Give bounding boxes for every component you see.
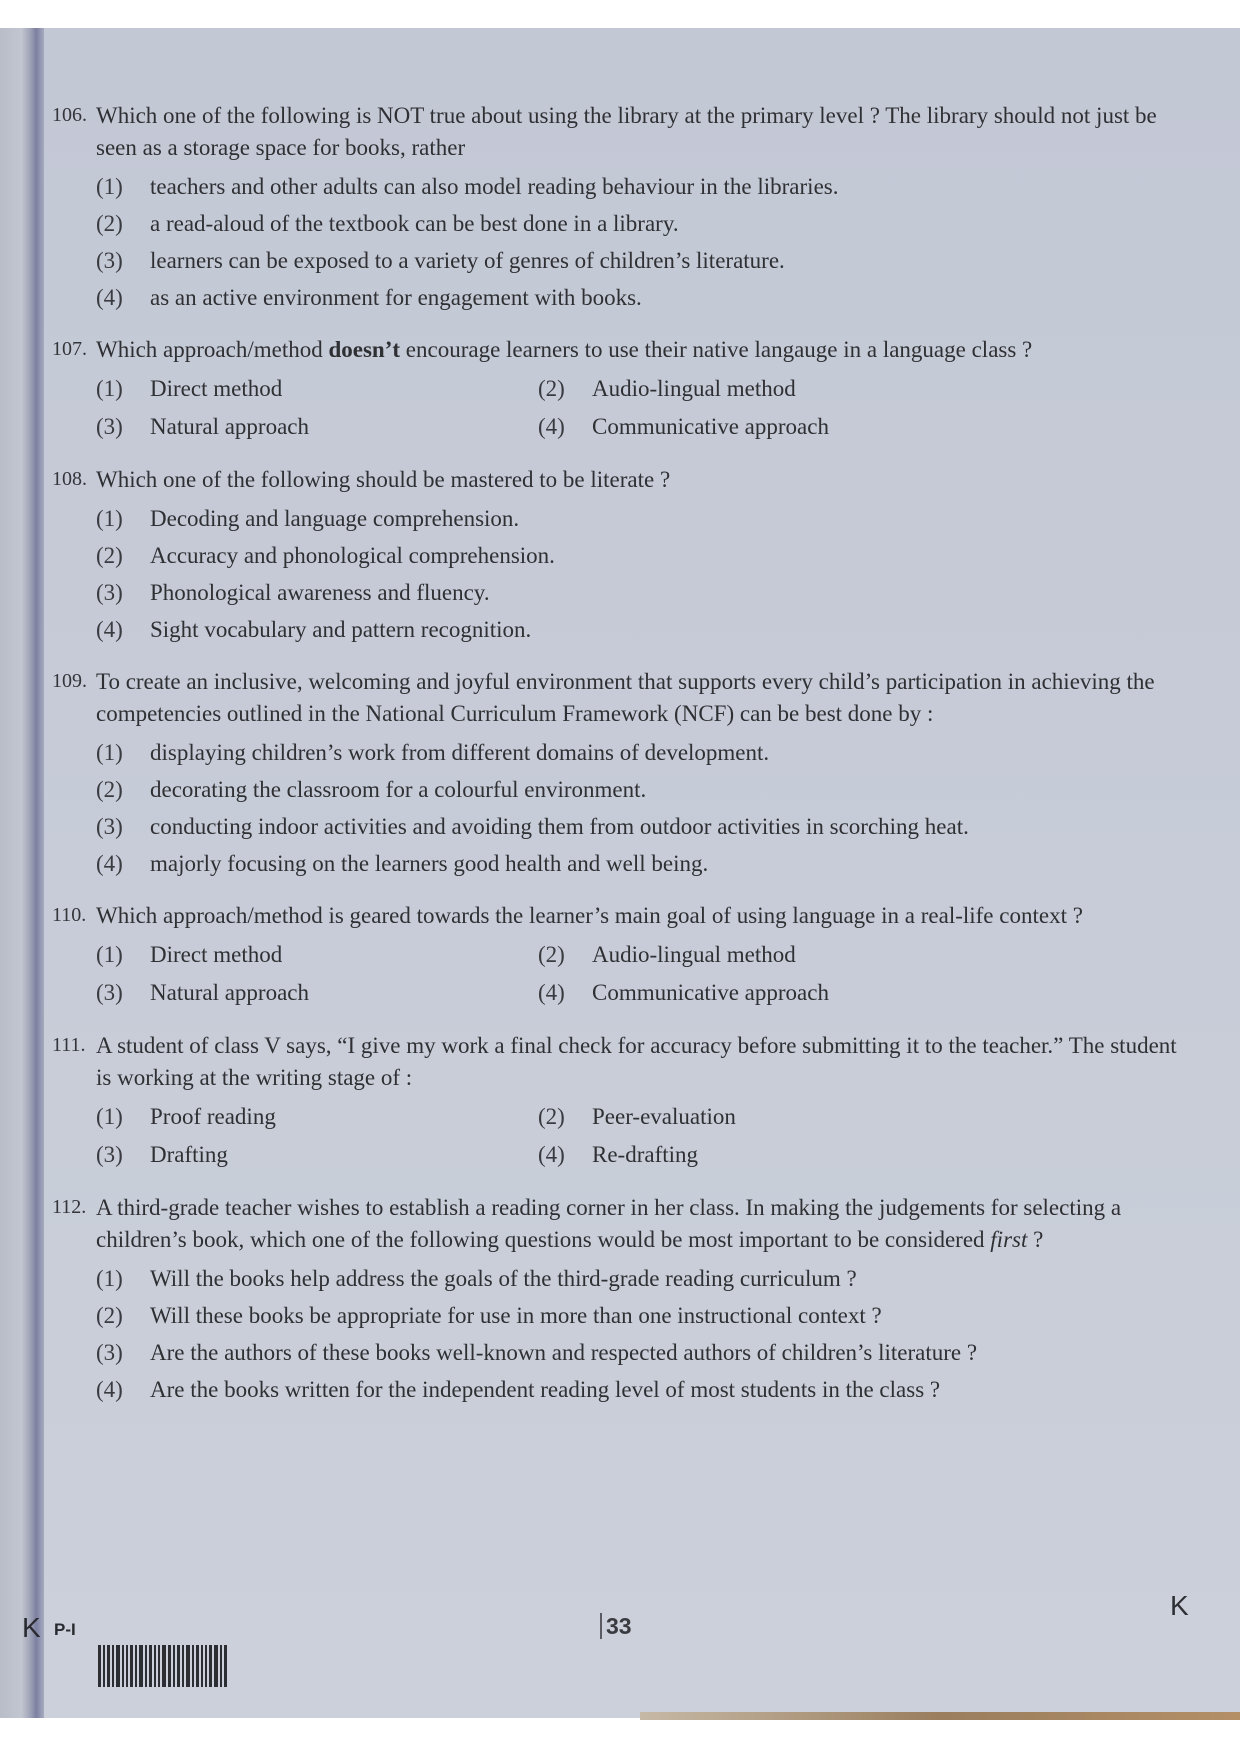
answer-options: [96, 1098, 1182, 1174]
option-text: Communicative approach: [592, 414, 829, 439]
question-text-part: A third-grade teacher wishes to establish a reading corner in her class. In making the judgements for selecting a children’s book, which one of the following questions would be most important to be considered: [96, 1195, 1122, 1252]
footer-left-letter: K: [22, 1612, 41, 1643]
barcode-bar: [130, 1645, 133, 1687]
barcode-bar: [139, 1645, 143, 1687]
question-text-emphasis: doesn’t: [328, 337, 401, 362]
option-number: (3): [96, 814, 123, 839]
barcode-bar: [112, 1645, 114, 1687]
option-text: Audio-lingual method: [592, 942, 796, 967]
barcode-bar: [162, 1645, 166, 1687]
option-number: (1): [96, 740, 123, 765]
option-text: Drafting: [150, 1142, 228, 1167]
barcode-bar: [192, 1645, 194, 1687]
answer-option: [96, 574, 1182, 611]
option-number: (3): [96, 980, 123, 1005]
option-number: (2): [538, 1104, 565, 1129]
question-text: [96, 464, 1182, 496]
option-number: (2): [96, 543, 123, 568]
question-text-part: Which one of the following is NOT true about using the library at the primary level ? The library should not just be seen as a storage space for books, rather: [96, 103, 1157, 160]
option-number: (1): [96, 376, 123, 401]
option-text: Communicative approach: [592, 980, 829, 1005]
answer-option: [96, 1098, 538, 1136]
answer-option: [96, 1260, 1182, 1297]
answer-option: [96, 734, 1182, 771]
answer-option: [96, 974, 538, 1012]
option-text: Will the books help address the goals of the third-grade reading curriculum ?: [150, 1266, 857, 1291]
answer-option: [96, 1136, 538, 1174]
option-number: (3): [96, 248, 123, 273]
option-number: (2): [96, 777, 123, 802]
question-106: [52, 100, 1182, 316]
barcode: [98, 1645, 229, 1687]
option-text: Will these books be appropriate for use in more than one instructional context ?: [150, 1303, 882, 1328]
question-109: [52, 666, 1182, 882]
footer-right-letter: K: [1170, 1590, 1189, 1621]
option-text: Direct method: [150, 942, 283, 967]
question-text-part: encourage learners to use their native langauge in a language class ?: [400, 337, 1033, 362]
barcode-bar: [107, 1645, 110, 1687]
option-text: Accuracy and phonological comprehension.: [150, 543, 555, 568]
barcode-bar: [214, 1645, 218, 1687]
answer-option: [96, 168, 1182, 205]
option-number: (1): [96, 174, 123, 199]
footer-paper-code: P-I: [54, 1620, 76, 1639]
option-text: Peer-evaluation: [592, 1104, 736, 1129]
answer-option: [96, 242, 1182, 279]
barcode-bar: [224, 1645, 227, 1687]
barcode-bar: [168, 1645, 171, 1687]
option-number: (1): [96, 1266, 123, 1291]
option-text: decorating the classroom for a colourful environment.: [150, 777, 647, 802]
table-surface-strip: [640, 1712, 1240, 1720]
answer-option: [96, 205, 1182, 242]
barcode-bar: [126, 1645, 128, 1687]
barcode-bar: [182, 1645, 184, 1687]
barcode-bar: [116, 1645, 120, 1687]
answer-option: [96, 408, 538, 446]
option-number: (4): [96, 1377, 123, 1402]
option-number: (1): [96, 1104, 123, 1129]
question-number: 106.: [52, 104, 87, 126]
question-text: [96, 666, 1182, 730]
question-110: [52, 900, 1182, 1012]
question-text-part: To create an inclusive, welcoming and joyful environment that supports every child’s participation in achieving the competencies outlined in the National Curriculum Framework (NCF) can be best done by :: [96, 669, 1155, 726]
answer-option: [96, 279, 1182, 316]
answer-option: [96, 611, 1182, 648]
question-number: 110.: [52, 904, 87, 926]
option-number: (4): [538, 414, 565, 439]
question-text-part: A student of class V says, “I give my work a final check for accuracy before submitting it to the teacher.” The student is working at the writing stage of :: [96, 1033, 1177, 1090]
question-number: 111.: [52, 1034, 86, 1056]
option-text: Re-drafting: [592, 1142, 699, 1167]
question-number: 112.: [52, 1196, 87, 1218]
question-number: 108.: [52, 468, 87, 490]
barcode-bar: [145, 1645, 147, 1687]
answer-options: [96, 370, 1182, 446]
answer-option: [96, 808, 1182, 845]
question-text: [96, 100, 1182, 164]
question-number: 109.: [52, 670, 87, 692]
option-text: majorly focusing on the learners good health and well being.: [150, 851, 709, 876]
answer-options: [96, 1260, 1182, 1408]
barcode-bar: [154, 1645, 156, 1687]
barcode-bar: [209, 1645, 212, 1687]
option-text: teachers and other adults can also model reading behaviour in the libraries.: [150, 174, 839, 199]
question-text-part: Which approach/method is geared towards the learner’s main goal of using language in a real-life context ?: [96, 903, 1083, 928]
question-text: [96, 334, 1182, 366]
page-binding-edge: [36, 28, 44, 1718]
option-text: Natural approach: [150, 414, 310, 439]
option-number: (2): [538, 942, 565, 967]
option-text: Proof reading: [150, 1104, 276, 1129]
option-number: (4): [96, 617, 123, 642]
option-number: (4): [96, 285, 123, 310]
answer-options: [96, 500, 1182, 648]
answer-option: [96, 500, 1182, 537]
barcode-bar: [186, 1645, 190, 1687]
option-number: (4): [96, 851, 123, 876]
question-text: [96, 900, 1182, 932]
barcode-bar: [98, 1645, 101, 1687]
option-text: Sight vocabulary and pattern recognition.: [150, 617, 532, 642]
option-number: (4): [538, 980, 565, 1005]
page-number: 33: [600, 1613, 632, 1639]
option-text: Are the books written for the independent reading level of most students in the class ?: [150, 1377, 941, 1402]
option-number: (2): [538, 376, 565, 401]
barcode-bar: [122, 1645, 124, 1687]
answer-option: [96, 1371, 1182, 1408]
barcode-bar: [158, 1645, 160, 1687]
barcode-bar: [201, 1645, 203, 1687]
answer-option: [538, 1136, 1098, 1174]
option-number: (2): [96, 211, 123, 236]
option-number: (2): [96, 1303, 123, 1328]
question-112: [52, 1192, 1182, 1408]
option-text: Natural approach: [150, 980, 310, 1005]
question-text: [96, 1030, 1182, 1094]
option-text: a read-aloud of the textbook can be best done in a library.: [150, 211, 679, 236]
question-text-part: Which approach/method: [96, 337, 329, 362]
answer-option: [538, 936, 1098, 974]
answer-option: [96, 845, 1182, 882]
question-text-part: ?: [1027, 1227, 1044, 1252]
option-number: (3): [96, 414, 123, 439]
answer-options: [96, 936, 1182, 1012]
barcode-bar: [103, 1645, 105, 1687]
option-text: conducting indoor activities and avoiding them from outdoor activities in scorching heat.: [150, 814, 969, 839]
answer-options: [96, 168, 1182, 316]
answer-option: [96, 1297, 1182, 1334]
barcode-bar: [205, 1645, 207, 1687]
answer-option: [96, 771, 1182, 808]
option-number: (3): [96, 1340, 123, 1365]
option-text: Are the authors of these books well-known and respected authors of children’s literature ?: [150, 1340, 978, 1365]
answer-option: [538, 974, 1098, 1012]
question-text: [96, 1192, 1182, 1256]
option-number: (1): [96, 506, 123, 531]
barcode-bar: [173, 1645, 175, 1687]
barcode-bar: [196, 1645, 199, 1687]
question-111: [52, 1030, 1182, 1174]
barcode-bar: [177, 1645, 180, 1687]
answer-option: [96, 1334, 1182, 1371]
answer-option: [538, 408, 1098, 446]
answer-option: [538, 1098, 1098, 1136]
option-text: Audio-lingual method: [592, 376, 796, 401]
question-108: [52, 464, 1182, 648]
option-text: as an active environment for engagement with books.: [150, 285, 642, 310]
option-text: Phonological awareness and fluency.: [150, 580, 490, 605]
barcode-bar: [149, 1645, 152, 1687]
question-list: [52, 100, 1182, 1426]
question-text-part: Which one of the following should be mastered to be literate ?: [96, 467, 671, 492]
option-text: Direct method: [150, 376, 283, 401]
question-number: 107.: [52, 338, 87, 360]
option-number: (3): [96, 1142, 123, 1167]
answer-option: [96, 936, 538, 974]
answer-options: [96, 734, 1182, 882]
option-number: (4): [538, 1142, 565, 1167]
option-text: displaying children’s work from different domains of development.: [150, 740, 770, 765]
option-text: learners can be exposed to a variety of genres of children’s literature.: [150, 248, 785, 273]
option-number: (3): [96, 580, 123, 605]
option-text: Decoding and language comprehension.: [150, 506, 520, 531]
answer-option: [538, 370, 1098, 408]
barcode-bar: [220, 1645, 222, 1687]
question-text-italic: first: [990, 1227, 1028, 1252]
page-binding: [0, 28, 36, 1718]
answer-option: [96, 370, 538, 408]
question-107: [52, 334, 1182, 446]
option-number: (1): [96, 942, 123, 967]
answer-option: [96, 537, 1182, 574]
barcode-bar: [135, 1645, 137, 1687]
